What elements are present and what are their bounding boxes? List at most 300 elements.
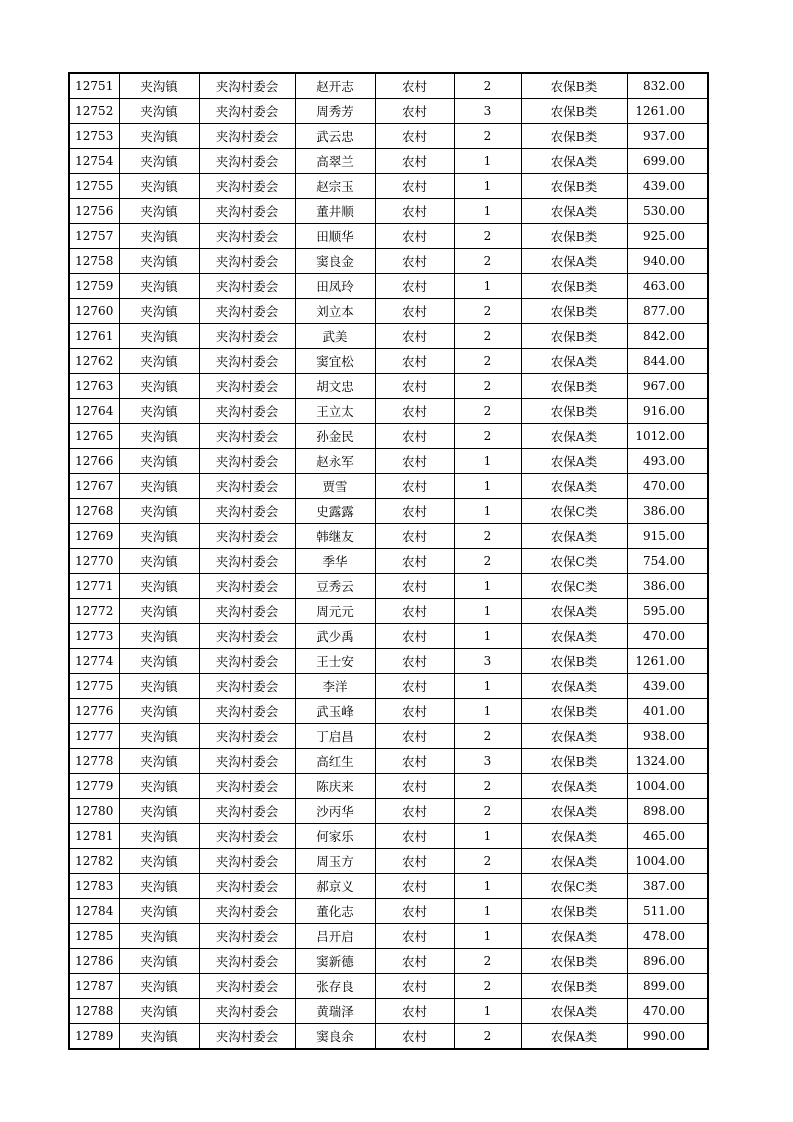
cell-count: 2 [454, 724, 521, 749]
cell-count: 3 [454, 649, 521, 674]
cell-name: 李洋 [295, 674, 375, 699]
cell-amount: 511.00 [627, 899, 708, 924]
cell-area: 农村 [375, 249, 454, 274]
cell-town: 夹沟镇 [119, 774, 199, 799]
cell-town: 夹沟镇 [119, 374, 199, 399]
table-row [69, 574, 708, 599]
cell-amount: 915.00 [627, 524, 708, 549]
cell-count: 1 [454, 699, 521, 724]
cell-area: 农村 [375, 874, 454, 899]
cell-name: 王士安 [295, 649, 375, 674]
cell-area: 农村 [375, 174, 454, 199]
cell-count: 2 [454, 399, 521, 424]
cell-town: 夹沟镇 [119, 599, 199, 624]
cell-count: 2 [454, 73, 521, 99]
table-row [69, 274, 708, 299]
cell-name: 韩继友 [295, 524, 375, 549]
cell-town: 夹沟镇 [119, 649, 199, 674]
cell-name: 高红生 [295, 749, 375, 774]
table-row [69, 999, 708, 1024]
cell-committee: 夹沟村委会 [199, 1024, 295, 1050]
cell-amount: 699.00 [627, 149, 708, 174]
cell-town: 夹沟镇 [119, 849, 199, 874]
cell-amount: 386.00 [627, 574, 708, 599]
cell-amount: 439.00 [627, 674, 708, 699]
cell-area: 农村 [375, 449, 454, 474]
cell-amount: 938.00 [627, 724, 708, 749]
cell-committee: 夹沟村委会 [199, 799, 295, 824]
cell-count: 2 [454, 424, 521, 449]
cell-count: 2 [454, 849, 521, 874]
cell-category: 农保C类 [521, 549, 627, 574]
cell-id: 12778 [69, 749, 119, 774]
cell-name: 武玉峰 [295, 699, 375, 724]
cell-area: 农村 [375, 149, 454, 174]
cell-count: 2 [454, 799, 521, 824]
cell-committee: 夹沟村委会 [199, 574, 295, 599]
cell-town: 夹沟镇 [119, 449, 199, 474]
cell-name: 陈庆来 [295, 774, 375, 799]
table-row [69, 549, 708, 574]
table-row [69, 899, 708, 924]
table-row [69, 649, 708, 674]
cell-committee: 夹沟村委会 [199, 999, 295, 1024]
cell-amount: 478.00 [627, 924, 708, 949]
cell-committee: 夹沟村委会 [199, 424, 295, 449]
cell-id: 12755 [69, 174, 119, 199]
cell-name: 豆秀云 [295, 574, 375, 599]
table-row [69, 874, 708, 899]
cell-name: 王立太 [295, 399, 375, 424]
cell-committee: 夹沟村委会 [199, 499, 295, 524]
table-row [69, 174, 708, 199]
cell-count: 1 [454, 624, 521, 649]
table-row [69, 974, 708, 999]
cell-committee: 夹沟村委会 [199, 624, 295, 649]
cell-id: 12759 [69, 274, 119, 299]
table-row [69, 449, 708, 474]
cell-town: 夹沟镇 [119, 874, 199, 899]
cell-id: 12763 [69, 374, 119, 399]
cell-committee: 夹沟村委会 [199, 974, 295, 999]
cell-id: 12784 [69, 899, 119, 924]
cell-name: 沙丙华 [295, 799, 375, 824]
cell-amount: 1261.00 [627, 649, 708, 674]
cell-committee: 夹沟村委会 [199, 474, 295, 499]
cell-category: 农保B类 [521, 374, 627, 399]
cell-area: 农村 [375, 749, 454, 774]
cell-committee: 夹沟村委会 [199, 299, 295, 324]
cell-committee: 夹沟村委会 [199, 874, 295, 899]
cell-committee: 夹沟村委会 [199, 199, 295, 224]
cell-committee: 夹沟村委会 [199, 949, 295, 974]
cell-category: 农保A类 [521, 999, 627, 1024]
cell-count: 1 [454, 824, 521, 849]
cell-committee: 夹沟村委会 [199, 274, 295, 299]
cell-name: 窦良余 [295, 1024, 375, 1050]
cell-amount: 401.00 [627, 699, 708, 724]
cell-town: 夹沟镇 [119, 124, 199, 149]
cell-town: 夹沟镇 [119, 199, 199, 224]
cell-town: 夹沟镇 [119, 249, 199, 274]
cell-name: 周玉方 [295, 849, 375, 874]
cell-name: 赵永军 [295, 449, 375, 474]
cell-count: 1 [454, 874, 521, 899]
cell-count: 1 [454, 149, 521, 174]
cell-category: 农保A类 [521, 824, 627, 849]
cell-amount: 530.00 [627, 199, 708, 224]
table-row [69, 674, 708, 699]
cell-category: 农保B类 [521, 299, 627, 324]
cell-area: 农村 [375, 699, 454, 724]
cell-area: 农村 [375, 199, 454, 224]
cell-name: 丁启昌 [295, 724, 375, 749]
cell-town: 夹沟镇 [119, 499, 199, 524]
table-row [69, 424, 708, 449]
cell-area: 农村 [375, 674, 454, 699]
table-row [69, 124, 708, 149]
cell-area: 农村 [375, 524, 454, 549]
cell-amount: 842.00 [627, 324, 708, 349]
cell-area: 农村 [375, 424, 454, 449]
cell-category: 农保B类 [521, 73, 627, 99]
cell-category: 农保A类 [521, 774, 627, 799]
cell-town: 夹沟镇 [119, 424, 199, 449]
table-row [69, 774, 708, 799]
table-row [69, 299, 708, 324]
cell-area: 农村 [375, 924, 454, 949]
table-row [69, 349, 708, 374]
cell-area: 农村 [375, 999, 454, 1024]
cell-count: 2 [454, 1024, 521, 1050]
cell-committee: 夹沟村委会 [199, 824, 295, 849]
table-row [69, 399, 708, 424]
cell-count: 1 [454, 474, 521, 499]
table-row [69, 99, 708, 124]
cell-count: 1 [454, 674, 521, 699]
cell-count: 1 [454, 449, 521, 474]
cell-town: 夹沟镇 [119, 149, 199, 174]
table-row [69, 324, 708, 349]
cell-count: 1 [454, 199, 521, 224]
cell-area: 农村 [375, 349, 454, 374]
cell-category: 农保A类 [521, 449, 627, 474]
cell-category: 农保A类 [521, 599, 627, 624]
cell-committee: 夹沟村委会 [199, 649, 295, 674]
table-row [69, 374, 708, 399]
cell-id: 12771 [69, 574, 119, 599]
cell-committee: 夹沟村委会 [199, 774, 295, 799]
cell-amount: 754.00 [627, 549, 708, 574]
cell-area: 农村 [375, 99, 454, 124]
cell-id: 12786 [69, 949, 119, 974]
cell-amount: 916.00 [627, 399, 708, 424]
cell-area: 农村 [375, 724, 454, 749]
table-row [69, 699, 708, 724]
cell-committee: 夹沟村委会 [199, 124, 295, 149]
cell-town: 夹沟镇 [119, 974, 199, 999]
cell-amount: 1261.00 [627, 99, 708, 124]
cell-id: 12770 [69, 549, 119, 574]
cell-category: 农保B类 [521, 749, 627, 774]
cell-name: 孙金民 [295, 424, 375, 449]
cell-name: 季华 [295, 549, 375, 574]
cell-count: 1 [454, 599, 521, 624]
cell-id: 12768 [69, 499, 119, 524]
cell-name: 武美 [295, 324, 375, 349]
cell-name: 何家乐 [295, 824, 375, 849]
cell-count: 2 [454, 349, 521, 374]
cell-count: 3 [454, 749, 521, 774]
cell-category: 农保B类 [521, 324, 627, 349]
cell-id: 12780 [69, 799, 119, 824]
cell-committee: 夹沟村委会 [199, 674, 295, 699]
cell-committee: 夹沟村委会 [199, 699, 295, 724]
cell-category: 农保A类 [521, 424, 627, 449]
cell-town: 夹沟镇 [119, 99, 199, 124]
table-row [69, 799, 708, 824]
cell-id: 12782 [69, 849, 119, 874]
cell-category: 农保A类 [521, 349, 627, 374]
cell-category: 农保A类 [521, 624, 627, 649]
cell-count: 2 [454, 299, 521, 324]
cell-id: 12777 [69, 724, 119, 749]
cell-category: 农保A类 [521, 524, 627, 549]
cell-id: 12753 [69, 124, 119, 149]
table-row [69, 1024, 708, 1050]
cell-area: 农村 [375, 949, 454, 974]
cell-area: 农村 [375, 274, 454, 299]
table-row [69, 749, 708, 774]
cell-amount: 937.00 [627, 124, 708, 149]
cell-category: 农保B类 [521, 174, 627, 199]
roster-table [68, 72, 709, 1050]
cell-count: 1 [454, 274, 521, 299]
cell-id: 12769 [69, 524, 119, 549]
cell-area: 农村 [375, 774, 454, 799]
cell-town: 夹沟镇 [119, 399, 199, 424]
cell-id: 12774 [69, 649, 119, 674]
cell-name: 武少禹 [295, 624, 375, 649]
cell-committee: 夹沟村委会 [199, 449, 295, 474]
table-row [69, 249, 708, 274]
cell-count: 2 [454, 549, 521, 574]
cell-amount: 1012.00 [627, 424, 708, 449]
cell-category: 农保C类 [521, 874, 627, 899]
cell-name: 赵开志 [295, 73, 375, 99]
cell-category: 农保A类 [521, 249, 627, 274]
cell-id: 12787 [69, 974, 119, 999]
cell-amount: 844.00 [627, 349, 708, 374]
cell-town: 夹沟镇 [119, 224, 199, 249]
cell-town: 夹沟镇 [119, 899, 199, 924]
cell-category: 农保A类 [521, 799, 627, 824]
cell-category: 农保B类 [521, 124, 627, 149]
cell-town: 夹沟镇 [119, 924, 199, 949]
cell-amount: 439.00 [627, 174, 708, 199]
cell-amount: 990.00 [627, 1024, 708, 1050]
cell-town: 夹沟镇 [119, 324, 199, 349]
cell-name: 窦新德 [295, 949, 375, 974]
cell-name: 窦宜松 [295, 349, 375, 374]
cell-town: 夹沟镇 [119, 699, 199, 724]
cell-count: 1 [454, 924, 521, 949]
cell-committee: 夹沟村委会 [199, 149, 295, 174]
cell-area: 农村 [375, 599, 454, 624]
cell-count: 1 [454, 574, 521, 599]
cell-id: 12783 [69, 874, 119, 899]
cell-town: 夹沟镇 [119, 349, 199, 374]
cell-town: 夹沟镇 [119, 1024, 199, 1050]
cell-id: 12754 [69, 149, 119, 174]
cell-town: 夹沟镇 [119, 274, 199, 299]
cell-committee: 夹沟村委会 [199, 73, 295, 99]
cell-committee: 夹沟村委会 [199, 374, 295, 399]
cell-area: 农村 [375, 224, 454, 249]
cell-town: 夹沟镇 [119, 949, 199, 974]
cell-town: 夹沟镇 [119, 724, 199, 749]
cell-category: 农保A类 [521, 924, 627, 949]
cell-category: 农保A类 [521, 674, 627, 699]
cell-name: 田顺华 [295, 224, 375, 249]
cell-area: 农村 [375, 374, 454, 399]
cell-amount: 832.00 [627, 73, 708, 99]
cell-town: 夹沟镇 [119, 799, 199, 824]
cell-id: 12785 [69, 924, 119, 949]
cell-committee: 夹沟村委会 [199, 724, 295, 749]
cell-area: 农村 [375, 899, 454, 924]
cell-area: 农村 [375, 549, 454, 574]
cell-id: 12760 [69, 299, 119, 324]
cell-committee: 夹沟村委会 [199, 599, 295, 624]
table-row [69, 949, 708, 974]
cell-town: 夹沟镇 [119, 674, 199, 699]
cell-category: 农保A类 [521, 474, 627, 499]
cell-category: 农保B类 [521, 699, 627, 724]
cell-committee: 夹沟村委会 [199, 849, 295, 874]
table-row [69, 199, 708, 224]
cell-committee: 夹沟村委会 [199, 99, 295, 124]
cell-id: 12765 [69, 424, 119, 449]
cell-name: 史露露 [295, 499, 375, 524]
cell-amount: 465.00 [627, 824, 708, 849]
table-row [69, 499, 708, 524]
cell-id: 12764 [69, 399, 119, 424]
cell-area: 农村 [375, 324, 454, 349]
cell-category: 农保B类 [521, 274, 627, 299]
cell-town: 夹沟镇 [119, 474, 199, 499]
cell-name: 董井顺 [295, 199, 375, 224]
cell-name: 胡文忠 [295, 374, 375, 399]
table-row [69, 149, 708, 174]
cell-id: 12762 [69, 349, 119, 374]
cell-town: 夹沟镇 [119, 749, 199, 774]
cell-amount: 387.00 [627, 874, 708, 899]
cell-id: 12775 [69, 674, 119, 699]
cell-area: 农村 [375, 649, 454, 674]
cell-committee: 夹沟村委会 [199, 524, 295, 549]
cell-committee: 夹沟村委会 [199, 749, 295, 774]
cell-category: 农保A类 [521, 149, 627, 174]
cell-count: 1 [454, 174, 521, 199]
cell-town: 夹沟镇 [119, 524, 199, 549]
cell-amount: 463.00 [627, 274, 708, 299]
cell-area: 农村 [375, 824, 454, 849]
table-row [69, 599, 708, 624]
cell-amount: 1324.00 [627, 749, 708, 774]
cell-category: 农保A类 [521, 724, 627, 749]
cell-committee: 夹沟村委会 [199, 249, 295, 274]
cell-id: 12766 [69, 449, 119, 474]
table-row [69, 724, 708, 749]
cell-id: 12781 [69, 824, 119, 849]
cell-name: 张存良 [295, 974, 375, 999]
cell-committee: 夹沟村委会 [199, 324, 295, 349]
cell-id: 12772 [69, 599, 119, 624]
cell-category: 农保A类 [521, 1024, 627, 1050]
cell-area: 农村 [375, 474, 454, 499]
cell-category: 农保A类 [521, 199, 627, 224]
cell-id: 12758 [69, 249, 119, 274]
cell-name: 黄瑞泽 [295, 999, 375, 1024]
cell-name: 武云忠 [295, 124, 375, 149]
cell-id: 12756 [69, 199, 119, 224]
cell-count: 2 [454, 774, 521, 799]
cell-category: 农保B类 [521, 224, 627, 249]
cell-category: 农保B类 [521, 649, 627, 674]
cell-name: 周元元 [295, 599, 375, 624]
cell-area: 农村 [375, 624, 454, 649]
cell-id: 12776 [69, 699, 119, 724]
cell-count: 1 [454, 899, 521, 924]
cell-amount: 896.00 [627, 949, 708, 974]
cell-count: 2 [454, 524, 521, 549]
cell-name: 周秀芳 [295, 99, 375, 124]
cell-town: 夹沟镇 [119, 549, 199, 574]
cell-amount: 1004.00 [627, 849, 708, 874]
table-row [69, 849, 708, 874]
cell-committee: 夹沟村委会 [199, 399, 295, 424]
cell-count: 1 [454, 999, 521, 1024]
cell-committee: 夹沟村委会 [199, 174, 295, 199]
cell-name: 高翠兰 [295, 149, 375, 174]
table-row [69, 624, 708, 649]
table-row [69, 524, 708, 549]
cell-category: 农保B类 [521, 974, 627, 999]
cell-area: 农村 [375, 499, 454, 524]
cell-category: 农保A类 [521, 849, 627, 874]
table-row [69, 73, 708, 99]
cell-category: 农保B类 [521, 949, 627, 974]
cell-amount: 940.00 [627, 249, 708, 274]
cell-town: 夹沟镇 [119, 174, 199, 199]
cell-area: 农村 [375, 799, 454, 824]
cell-category: 农保B类 [521, 99, 627, 124]
cell-town: 夹沟镇 [119, 299, 199, 324]
cell-amount: 470.00 [627, 474, 708, 499]
cell-id: 12752 [69, 99, 119, 124]
cell-count: 2 [454, 124, 521, 149]
cell-amount: 1004.00 [627, 774, 708, 799]
cell-count: 2 [454, 374, 521, 399]
cell-count: 3 [454, 99, 521, 124]
cell-id: 12789 [69, 1024, 119, 1050]
cell-area: 农村 [375, 849, 454, 874]
table-row [69, 474, 708, 499]
cell-area: 农村 [375, 974, 454, 999]
cell-count: 2 [454, 974, 521, 999]
cell-name: 窦良金 [295, 249, 375, 274]
